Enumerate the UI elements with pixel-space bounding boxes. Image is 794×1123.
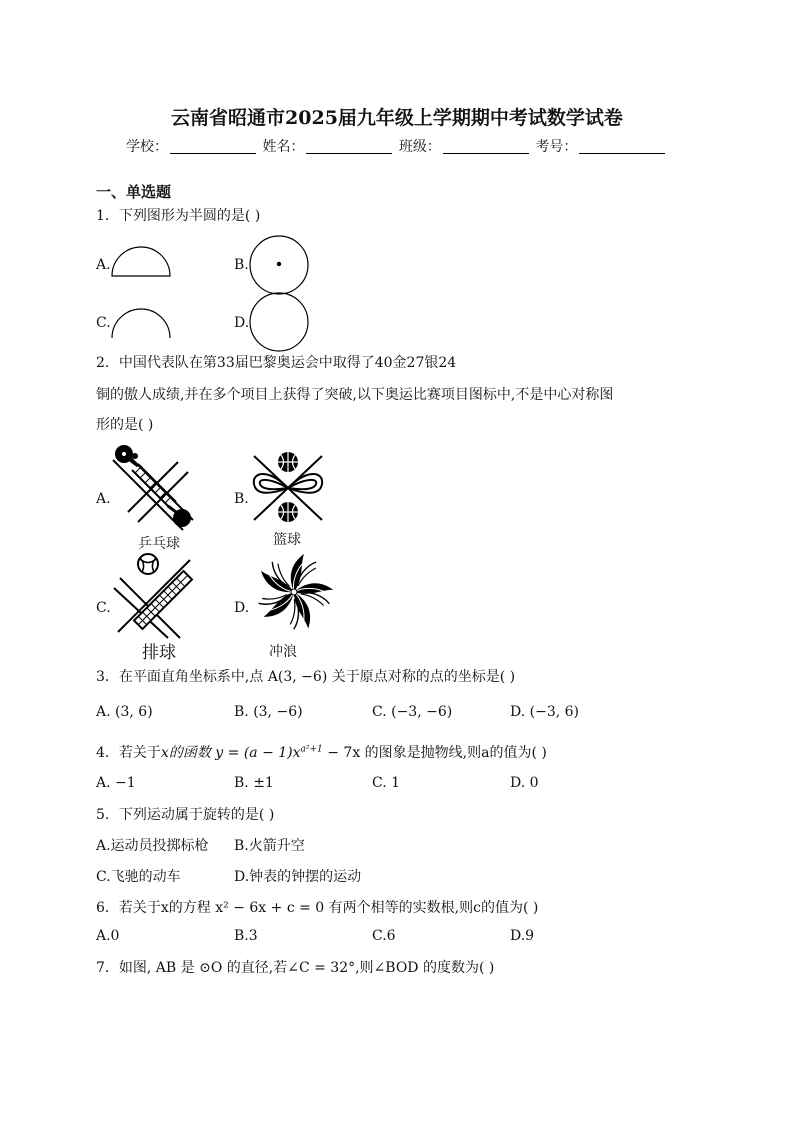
- section-heading: 一、单选题: [96, 183, 172, 201]
- q2-label-d: D.: [234, 600, 250, 616]
- q1-figure-d-circle: [248, 292, 310, 354]
- q1-figure-a-semicircle: [110, 245, 172, 279]
- number-label: 考号：: [535, 139, 578, 155]
- q4-stem: [96, 742, 547, 762]
- q4-option-d: D. 0: [510, 775, 539, 791]
- q1-stem: 1．下列图形为半圆的是( ): [96, 208, 261, 224]
- school-blank: [170, 139, 256, 154]
- q2-caption-a: 乒乓球: [138, 536, 180, 552]
- q2-icon-volleyball: [108, 550, 198, 640]
- q4-stem-pre: 4．若关于: [96, 745, 161, 761]
- q2-stem-line3: 形的是( ): [96, 417, 154, 433]
- q2-stem-line1: 2．中国代表队在第33届巴黎奥运会中取得了40金27银24: [96, 355, 457, 371]
- q7-stem: 7．如图, AB 是 ⊙O 的直径,若∠C = 32°,则∠BOD 的度数为( ): [96, 960, 495, 976]
- q1-label-d: D.: [234, 315, 250, 331]
- q3-option-b: B. (3, −6): [234, 704, 303, 720]
- student-info-row: [126, 136, 667, 156]
- q5-option-b: B.火箭升空: [234, 838, 305, 854]
- q5-option-c: C.飞驰的动车: [96, 869, 181, 885]
- q6-option-a: A.0: [96, 928, 120, 944]
- q5-stem: 5．下列运动属于旋转的是( ): [96, 807, 275, 823]
- q2-caption-c: 排球: [142, 643, 176, 663]
- q4-option-a: A. −1: [96, 775, 136, 791]
- q5-option-a: A.运动员投掷标枪: [96, 838, 209, 854]
- q1-label-b: B.: [234, 257, 249, 273]
- q6-option-c: C.6: [372, 928, 396, 944]
- q1-figure-b-circle-with-center: [248, 234, 310, 296]
- q4-option-b: B. ±1: [234, 775, 274, 791]
- class-label: 班级：: [398, 139, 441, 155]
- q2-icon-surfing: [248, 552, 340, 640]
- q2-label-a: A.: [96, 491, 111, 507]
- q2-icon-basketball: [248, 448, 328, 528]
- q4-option-c: C. 1: [372, 775, 401, 791]
- q5-option-d: D.钟表的钟摆的运动: [234, 869, 362, 885]
- q6-option-b: B.3: [234, 928, 258, 944]
- q2-label-b: B.: [234, 491, 249, 507]
- q1-label-c: C.: [96, 315, 111, 331]
- page-title: 云南省昭通市2025届九年级上学期期中考试数学试卷: [171, 107, 623, 129]
- q2-label-c: C.: [96, 600, 111, 616]
- q4-stem-post: − 7x 的图象是抛物线,则a的值为( ): [322, 745, 547, 761]
- q3-option-a: A. (3, 6): [96, 704, 153, 720]
- q3-option-c: C. (−3, −6): [372, 704, 453, 720]
- q4-stem-exponent: a²+1: [300, 744, 323, 755]
- number-blank: [579, 139, 665, 154]
- q2-caption-b: 篮球: [273, 532, 301, 548]
- class-blank: [443, 139, 529, 154]
- q1-label-a: A.: [96, 257, 111, 273]
- q4-stem-x: x: [160, 745, 169, 761]
- name-blank: [306, 139, 392, 154]
- q6-stem: 6．若关于x的方程 x² − 6x + c = 0 有两个相等的实数根,则c的值为( ): [96, 900, 539, 916]
- q2-stem-line2: 铜的傲人成绩,并在多个项目上获得了突破,以下奥运比赛项目图标中,不是中心对称图: [96, 387, 614, 403]
- q1-figure-c-arc: [110, 304, 172, 340]
- q2-icon-table-tennis: [108, 442, 198, 532]
- q3-option-d: D. (−3, 6): [510, 704, 579, 720]
- q6-option-d: D.9: [510, 928, 535, 944]
- q3-stem: 3．在平面直角坐标系中,点 A(3, −6) 关于原点对称的点的坐标是( ): [96, 669, 516, 685]
- q2-caption-d: 冲浪: [269, 644, 297, 660]
- name-label: 姓名：: [262, 139, 305, 155]
- q4-stem-mid: 的函数 y = (a − 1)x: [168, 745, 301, 761]
- school-label: 学校：: [126, 139, 168, 155]
